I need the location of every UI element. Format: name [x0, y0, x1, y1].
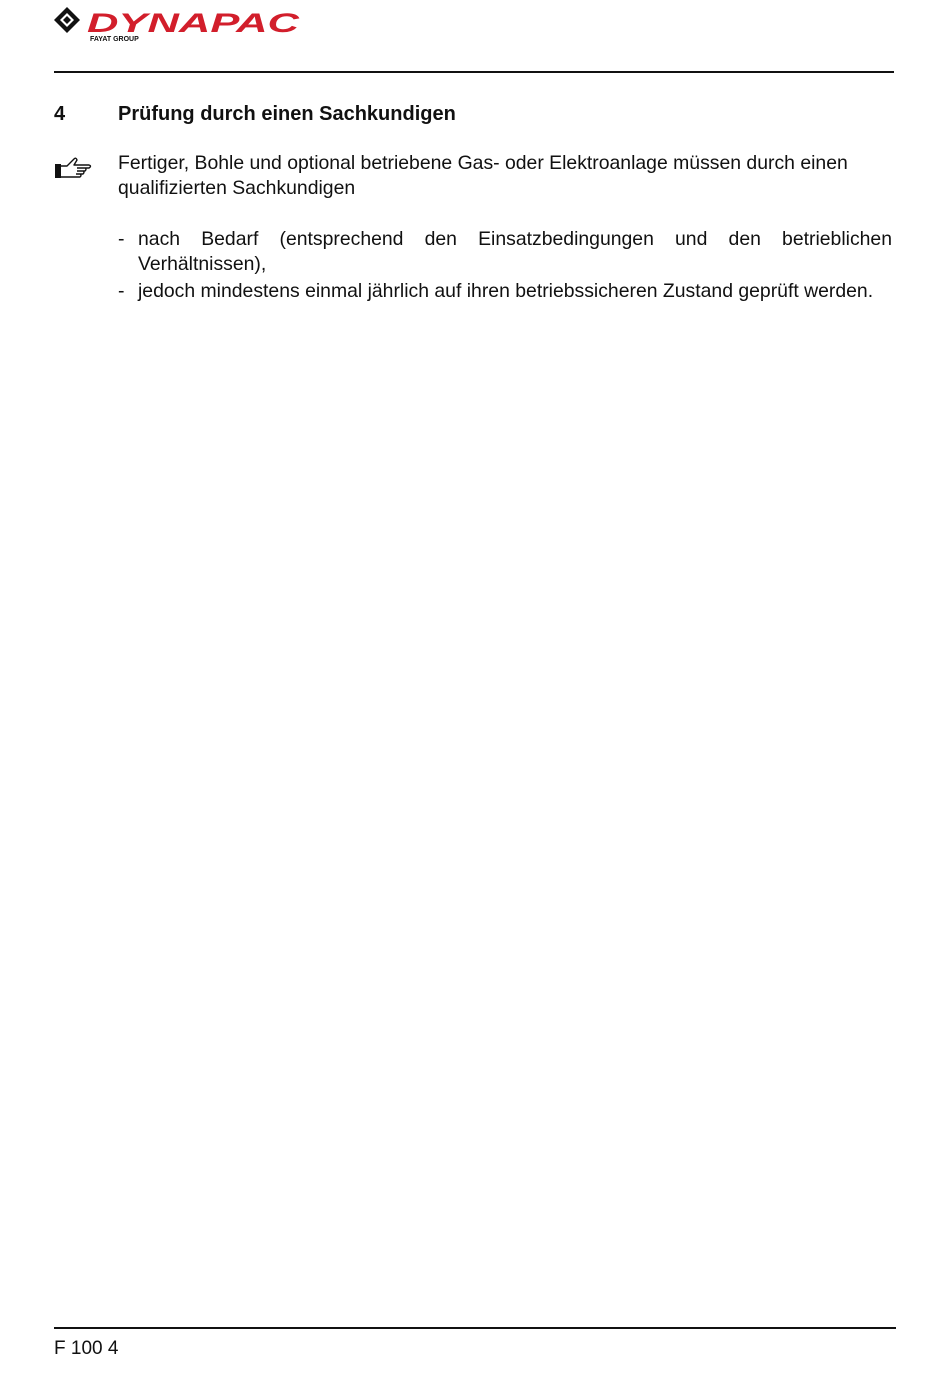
list-item [118, 227, 892, 277]
header-rule [54, 71, 894, 73]
section-number: 4 [54, 103, 66, 125]
dynapac-logo [53, 5, 303, 45]
list-item-text: jedoch mindestens einmal jährlich auf ihren betriebssicheren Zustand geprüft werden. [138, 280, 874, 302]
footer-rule [54, 1327, 896, 1329]
requirement-list [118, 227, 892, 306]
list-item-text: nach Bedarf (entsprechend den Einsatzbedingungen und den betrieblichen Verhältnissen), [138, 228, 892, 275]
note-text: Fertiger, Bohle und optional betriebene Gas- oder Elektroanlage müssen durch einen qualifizierten Sachkundigen [118, 152, 848, 199]
logo-group: FAYAT GROUP [90, 36, 139, 43]
list-dash: - [118, 228, 125, 250]
document-code: F 100 4 [54, 1338, 119, 1359]
dynapac-diamond-mark-icon [54, 7, 80, 33]
pointing-hand-icon [54, 157, 94, 181]
section-title: Prüfung durch einen Sachkundigen [118, 103, 456, 125]
list-dash: - [118, 280, 125, 302]
list-item [118, 279, 892, 304]
logo-brand: DYNAPAC [87, 8, 300, 38]
